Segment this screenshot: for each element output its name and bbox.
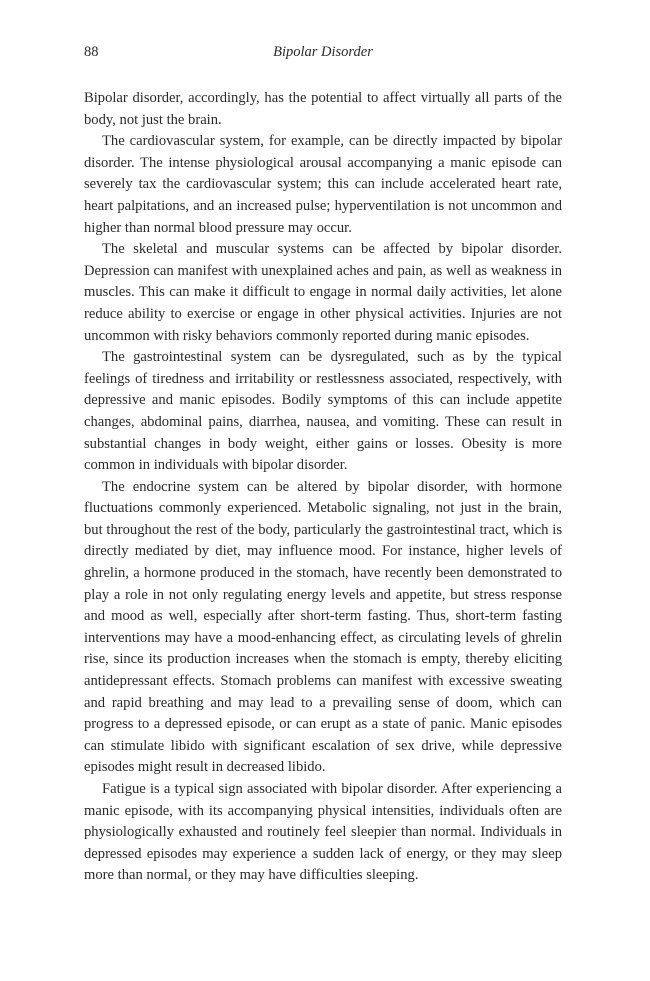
- paragraph-endocrine: The endocrine system can be altered by bipolar disorder, with hormone fluctuations commonly experienced. Metabolic signaling, not just in the brain, but throughout the rest of the body, particularly the gastrointestinal tract, which is directly mediated by diet, may influence mood. For instance, higher levels of ghrelin, a hormone produced in the stomach, have recently been demonstrated to play a role in not only regulating energy levels and appetite, but stress response and mood as well, especially after short-term fasting. Thus, short-term fasting interventions may have a mood-enhancing effect, as circulating levels of ghrelin rise, since its production increases when the stomach is empty, thereby eliciting antidepressant effects. Stomach problems can manifest with excessive sweating and rapid breathing and may lead to a prevailing sense of doom, which can progress to a depressed episode, or can erupt as a state of panic. Manic episodes can stimulate libido with significant escalation of sex drive, while depressive episodes might result in decreased libido.: [84, 478, 562, 776]
- paragraph-gastrointestinal: The gastrointestinal system can be dysregulated, such as by the typical feelings of tiredness and irritability or restlessness associated, respectively, with depressive and manic episodes. Bodily symptoms of this can include appetite changes, abdominal pains, diarrhea, nausea, and vomiting. These can result in substantial changes in body weight, either gains or losses. Obesity is more common in individuals with bipolar disorder.: [84, 349, 562, 474]
- paragraph-fatigue: Fatigue is a typical sign associated with bipolar disorder. After experiencing a manic episode, with its accompanying physical intensities, individuals often are physiologically exhausted and routinely feel sleepier than normal. Individuals in depressed episodes may experience a sudden lack of energy, or they may sleep more than normal, or they may have difficulties sleeping.: [84, 781, 562, 884]
- paragraph-skeletal-muscular: The skeletal and muscular systems can be affected by bipolar disorder. Depression can manifest with unexplained aches and pain, as well as weakness in muscles. This can make it difficult to engage in normal daily activities, let alone reduce ability to exercise or engage in other physical activities. Injuries are not uncommon with risky behaviors commonly reported during manic episodes.: [84, 241, 562, 344]
- page-number: 88: [84, 44, 99, 60]
- body-text: [84, 88, 562, 887]
- running-header: [84, 44, 562, 66]
- paragraph-body-effects: Bipolar disorder, accordingly, has the potential to affect virtually all parts of the body, not just the brain.: [84, 90, 562, 128]
- paragraph-cardiovascular: The cardiovascular system, for example, can be directly impacted by bipolar disorder. The intense physiological arousal accompanying a manic episode can severely tax the cardiovascular system; this can include accelerated heart rate, heart palpitations, and an increased pulse; hyperventilation is not uncommon and higher than normal blood pressure may occur.: [84, 133, 562, 236]
- running-title: Bipolar Disorder: [273, 44, 373, 60]
